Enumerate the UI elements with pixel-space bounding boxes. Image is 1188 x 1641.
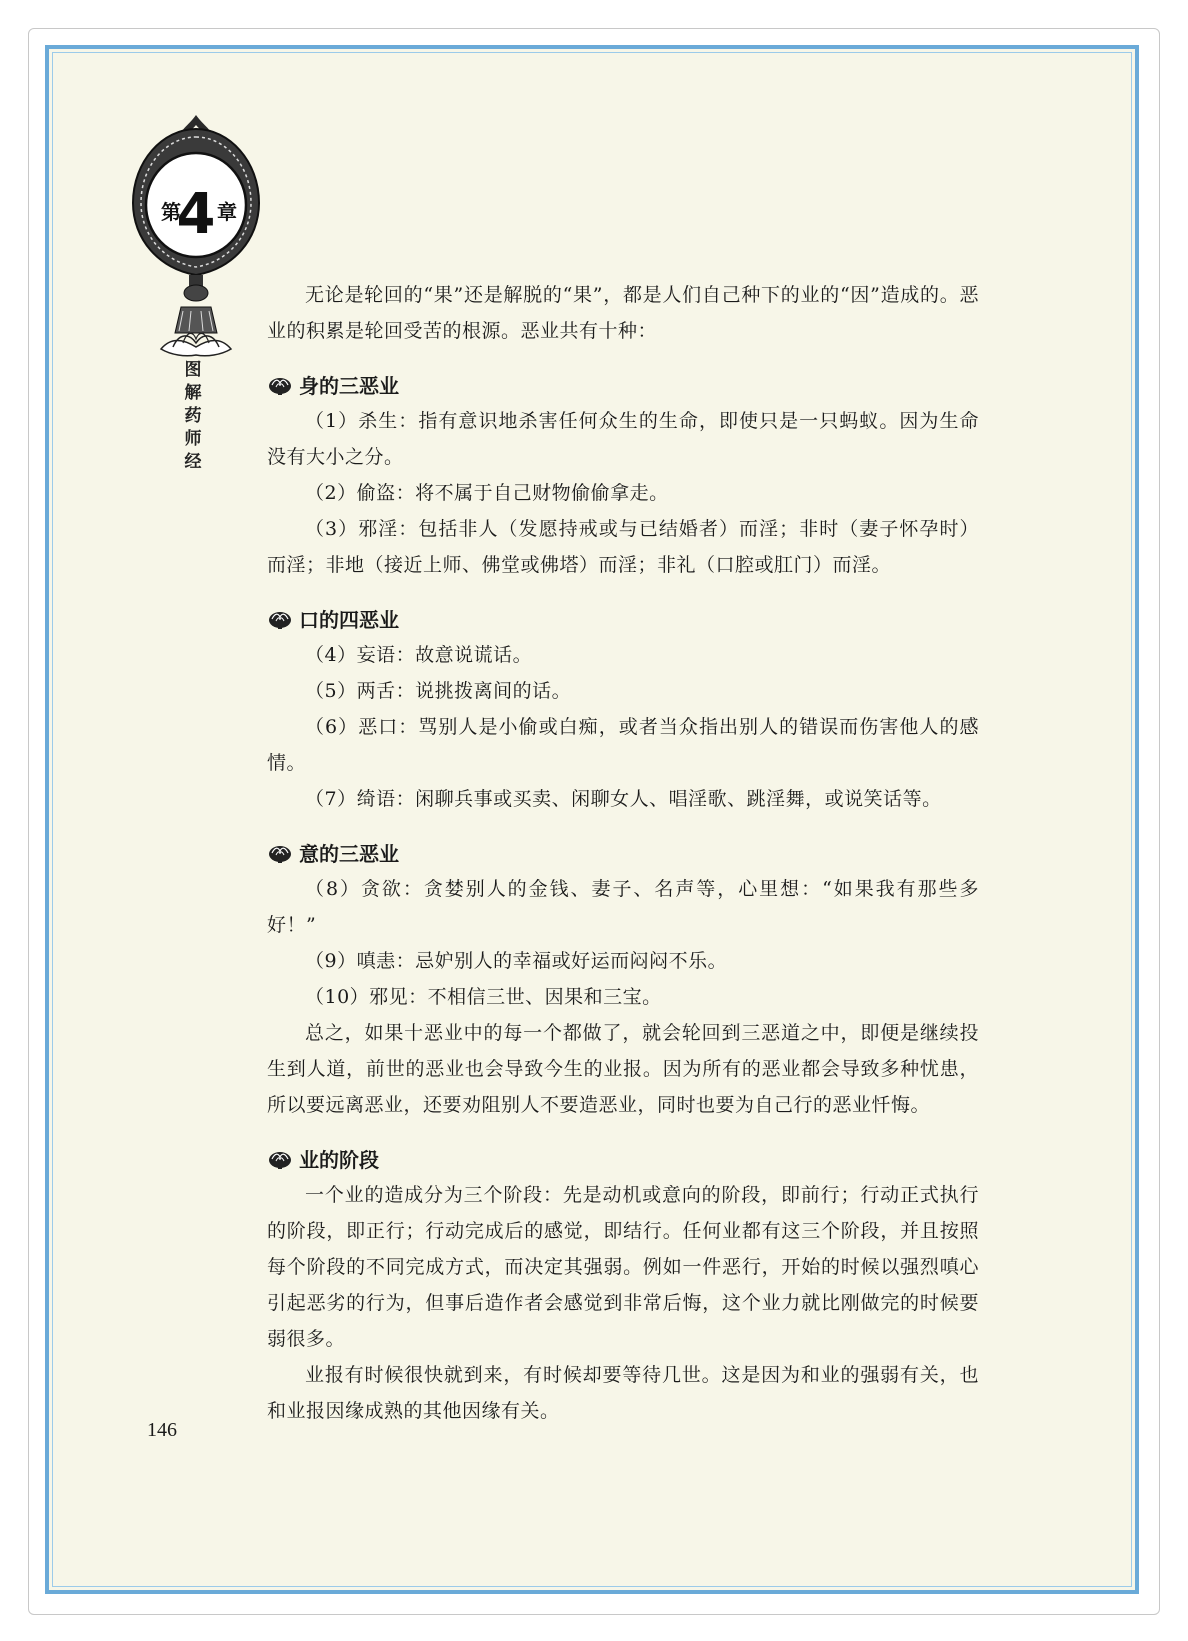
- intro-paragraph: 无论是轮回的“果”还是解脱的“果”，都是人们自己种下的业的“因”造成的。恶业的积累是轮回受苦的根源。恶业共有十种：: [267, 284, 979, 342]
- section-heading-text: 业的阶段: [299, 1147, 379, 1172]
- chapter-emblem: [121, 111, 271, 401]
- section-heading-mind: [267, 833, 979, 871]
- side-title-char: 师: [184, 429, 202, 449]
- side-title-char: 经: [184, 452, 202, 472]
- section-item: （7）绮语：闲聊兵事或买卖、闲聊女人、唱淫歌、跳淫舞，或说笑话等。: [305, 788, 942, 810]
- section-heading-body: [267, 365, 979, 403]
- side-title-char: 解: [184, 383, 202, 403]
- book-page: [45, 45, 1139, 1594]
- section-item: （9）嗔恚：忌妒别人的幸福或好运而闷闷不乐。: [305, 950, 728, 972]
- section-item: （1）杀生：指有意识地杀害任何众生的生命，即使只是一只蚂蚁。因为生命没有大小之分。: [267, 410, 979, 468]
- lotus-icon: [267, 373, 293, 395]
- section-item: 总之，如果十恶业中的每一个都做了，就会轮回到三恶道之中，即便是继续投生到人道，前世的恶业也会导致今生的业报。因为所有的恶业都会导致多种忧患，所以要远离恶业，还要劝阻别人不要造恶业，同时也要为自己行的恶业忏悔。: [267, 1022, 979, 1116]
- lotus-icon: [267, 1147, 293, 1169]
- lotus-icon: [267, 607, 293, 629]
- chapter-number: 4: [176, 182, 216, 247]
- chapter-prefix: 第: [161, 200, 181, 224]
- section-item: （6）恶口：骂别人是小偷或白痴，或者当众指出别人的错误而伤害他人的感情。: [267, 716, 979, 774]
- side-title-char: 药: [184, 406, 202, 426]
- section-heading-text: 口的四恶业: [299, 607, 399, 632]
- main-content: [267, 277, 979, 1429]
- section-heading-text: 意的三恶业: [299, 841, 399, 866]
- section-heading-speech: [267, 599, 979, 637]
- section-heading-text: 身的三恶业: [299, 373, 399, 398]
- section-item: （3）邪淫：包括非人（发愿持戒或与已结婚者）而淫；非时（妻子怀孕时）而淫；非地（接近上师、佛堂或佛塔）而淫；非礼（口腔或肛门）而淫。: [267, 518, 979, 576]
- section-item: 一个业的造成分为三个阶段：先是动机或意向的阶段，即前行；行动正式执行的阶段，即正行；行动完成后的感觉，即结行。任何业都有这三个阶段，并且按照每个阶段的不同完成方式，而决定其强弱。例如一件恶行，开始的时候以强烈嗔心引起恶劣的行为，但事后造作者会感觉到非常后悔，这个业力就比刚做完的时候要弱很多。: [267, 1184, 979, 1350]
- section-item: （4）妄语：故意说谎话。: [305, 644, 533, 666]
- section-item: （5）两舌：说挑拨离间的话。: [305, 680, 572, 702]
- book-side-title: [179, 359, 207, 474]
- page-number: 146: [147, 1419, 177, 1441]
- section-heading-stages: [267, 1139, 979, 1177]
- section-item: （10）邪见：不相信三世、因果和三宝。: [305, 986, 662, 1008]
- side-title-char: 图: [184, 360, 202, 380]
- section-item: （8）贪欲：贪婪别人的金钱、妻子、名声等，心里想：“如果我有那些多好！”: [267, 878, 979, 936]
- lotus-icon: [267, 841, 293, 863]
- chapter-suffix: 章: [217, 200, 237, 224]
- section-item: 业报有时候很快就到来，有时候却要等待几世。这是因为和业的强弱有关，也和业报因缘成熟的其他因缘有关。: [267, 1364, 979, 1422]
- section-item: （2）偷盗：将不属于自己财物偷偷拿走。: [305, 482, 669, 504]
